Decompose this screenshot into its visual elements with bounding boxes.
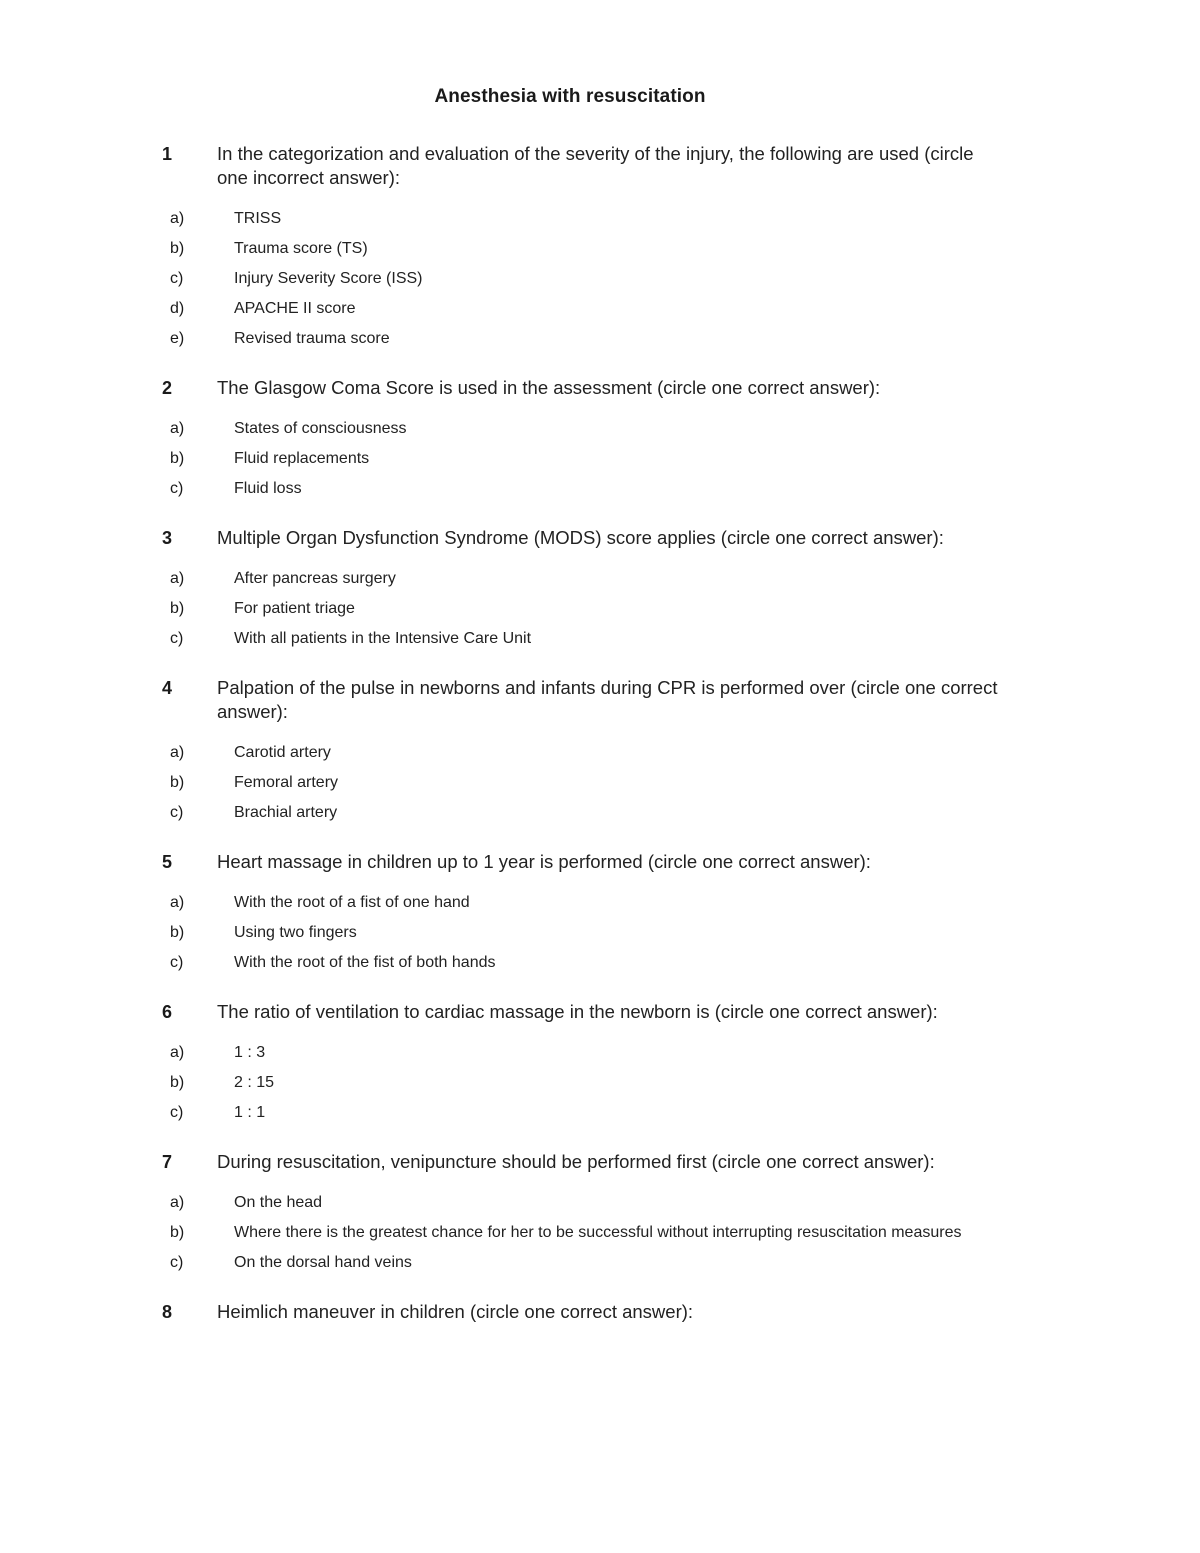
answer-option — [162, 414, 1002, 444]
answer-letter: c) — [170, 630, 184, 647]
answer-text: Femoral artery — [234, 774, 339, 791]
answer-letter: b) — [170, 924, 185, 941]
answer-text: Fluid replacements — [234, 450, 370, 467]
answer-option — [162, 594, 1002, 624]
question-number: 8 — [162, 1302, 173, 1322]
answer-option — [162, 738, 1002, 768]
answer-option — [162, 234, 1002, 264]
question-text: The ratio of ventilation to cardiac massage in the newborn is (circle one correct answer): — [217, 1001, 938, 1022]
question-row — [162, 376, 1002, 400]
question-text: Heimlich maneuver in children (circle one correct answer): — [217, 1301, 694, 1322]
question-text: In the categorization and evaluation of the severity of the injury, the following are used (circle one incorrect answer): — [217, 143, 974, 188]
answer-option — [162, 1098, 1002, 1128]
question-item — [162, 1300, 1002, 1324]
answer-option — [162, 204, 1002, 234]
answer-letter: b) — [170, 1074, 185, 1091]
question-text: The Glasgow Coma Score is used in the assessment (circle one correct answer): — [217, 377, 881, 398]
answer-list — [162, 1038, 1002, 1128]
question-item — [162, 676, 1002, 828]
question-text: During resuscitation, venipuncture should be performed first (circle one correct answer): — [217, 1151, 935, 1172]
answer-letter: a) — [170, 894, 185, 911]
answer-text: APACHE II score — [234, 300, 356, 317]
answer-letter: c) — [170, 480, 184, 497]
answer-option — [162, 444, 1002, 474]
answer-letter: c) — [170, 804, 184, 821]
question-text: Palpation of the pulse in newborns and infants during CPR is performed over (circle one correct answer): — [217, 677, 998, 722]
question-list — [162, 142, 1002, 1346]
question-item — [162, 526, 1002, 654]
answer-option — [162, 888, 1002, 918]
answer-letter: c) — [170, 270, 184, 287]
answer-option — [162, 1218, 1002, 1248]
answer-text: Carotid artery — [234, 744, 331, 761]
answer-letter: e) — [170, 330, 185, 347]
answer-option — [162, 1038, 1002, 1068]
answer-option — [162, 948, 1002, 978]
question-item — [162, 142, 1002, 354]
answer-text: Fluid loss — [234, 480, 302, 497]
question-number: 6 — [162, 1002, 173, 1022]
answer-text: Revised trauma score — [234, 330, 390, 347]
question-row — [162, 142, 1002, 190]
answer-text: 1 : 1 — [234, 1104, 266, 1121]
question-text: Heart massage in children up to 1 year is performed (circle one correct answer): — [217, 851, 871, 872]
answer-option — [162, 798, 1002, 828]
answer-list — [162, 888, 1002, 978]
answer-letter: c) — [170, 1254, 184, 1271]
answer-text: On the head — [234, 1194, 323, 1211]
answer-option — [162, 264, 1002, 294]
question-item — [162, 1000, 1002, 1128]
answer-letter: c) — [170, 954, 184, 971]
answer-letter: a) — [170, 210, 185, 227]
answer-letter: b) — [170, 774, 185, 791]
question-number: 2 — [162, 378, 173, 398]
question-item — [162, 1150, 1002, 1278]
question-row — [162, 676, 1002, 724]
answer-letter: b) — [170, 240, 185, 257]
question-number: 1 — [162, 144, 173, 164]
answer-list — [162, 204, 1002, 354]
answer-option — [162, 324, 1002, 354]
answer-letter: d) — [170, 300, 185, 317]
answer-list — [162, 414, 1002, 504]
answer-list — [162, 1188, 1002, 1278]
answer-text: Using two fingers — [234, 924, 357, 941]
question-row — [162, 1150, 1002, 1174]
answer-letter: b) — [170, 1224, 185, 1241]
answer-option — [162, 768, 1002, 798]
question-number: 7 — [162, 1152, 173, 1172]
answer-text: With the root of a fist of one hand — [234, 894, 470, 911]
answer-list — [162, 738, 1002, 828]
question-number: 4 — [162, 678, 173, 698]
question-text: Multiple Organ Dysfunction Syndrome (MODS) score applies (circle one correct answer): — [217, 527, 944, 548]
question-number: 3 — [162, 528, 173, 548]
answer-option — [162, 918, 1002, 948]
document-title: Anesthesia with resuscitation — [434, 86, 706, 107]
answer-letter: a) — [170, 570, 185, 587]
question-item — [162, 850, 1002, 978]
answer-text: Trauma score (TS) — [234, 240, 368, 257]
question-number: 5 — [162, 852, 173, 872]
answer-option — [162, 1248, 1002, 1278]
answer-letter: a) — [170, 744, 185, 761]
answer-option — [162, 294, 1002, 324]
answer-letter: b) — [170, 600, 185, 617]
question-row — [162, 1300, 1002, 1324]
answer-text: 1 : 3 — [234, 1044, 266, 1061]
answer-text: Brachial artery — [234, 804, 338, 821]
question-item — [162, 376, 1002, 504]
answer-option — [162, 564, 1002, 594]
answer-text: With all patients in the Intensive Care Unit — [234, 630, 532, 647]
answer-text: States of consciousness — [234, 420, 407, 437]
answer-letter: a) — [170, 1044, 185, 1061]
answer-text: 2 : 15 — [234, 1074, 275, 1091]
answer-text: TRISS — [234, 210, 282, 227]
answer-option — [162, 1068, 1002, 1098]
answer-text: For patient triage — [234, 600, 355, 617]
answer-list — [162, 564, 1002, 654]
answer-option — [162, 624, 1002, 654]
answer-option — [162, 1188, 1002, 1218]
answer-letter: a) — [170, 1194, 185, 1211]
answer-text: Where there is the greatest chance for her to be successful without interrupting resuscitation measures — [234, 1224, 962, 1241]
answer-text: With the root of the fist of both hands — [234, 954, 496, 971]
answer-text: Injury Severity Score (ISS) — [234, 270, 423, 287]
question-row — [162, 526, 1002, 550]
question-row — [162, 850, 1002, 874]
answer-text: After pancreas surgery — [234, 570, 396, 587]
answer-letter: a) — [170, 420, 185, 437]
answer-letter: b) — [170, 450, 185, 467]
question-row — [162, 1000, 1002, 1024]
answer-option — [162, 474, 1002, 504]
answer-letter: c) — [170, 1104, 184, 1121]
answer-text: On the dorsal hand veins — [234, 1254, 412, 1271]
